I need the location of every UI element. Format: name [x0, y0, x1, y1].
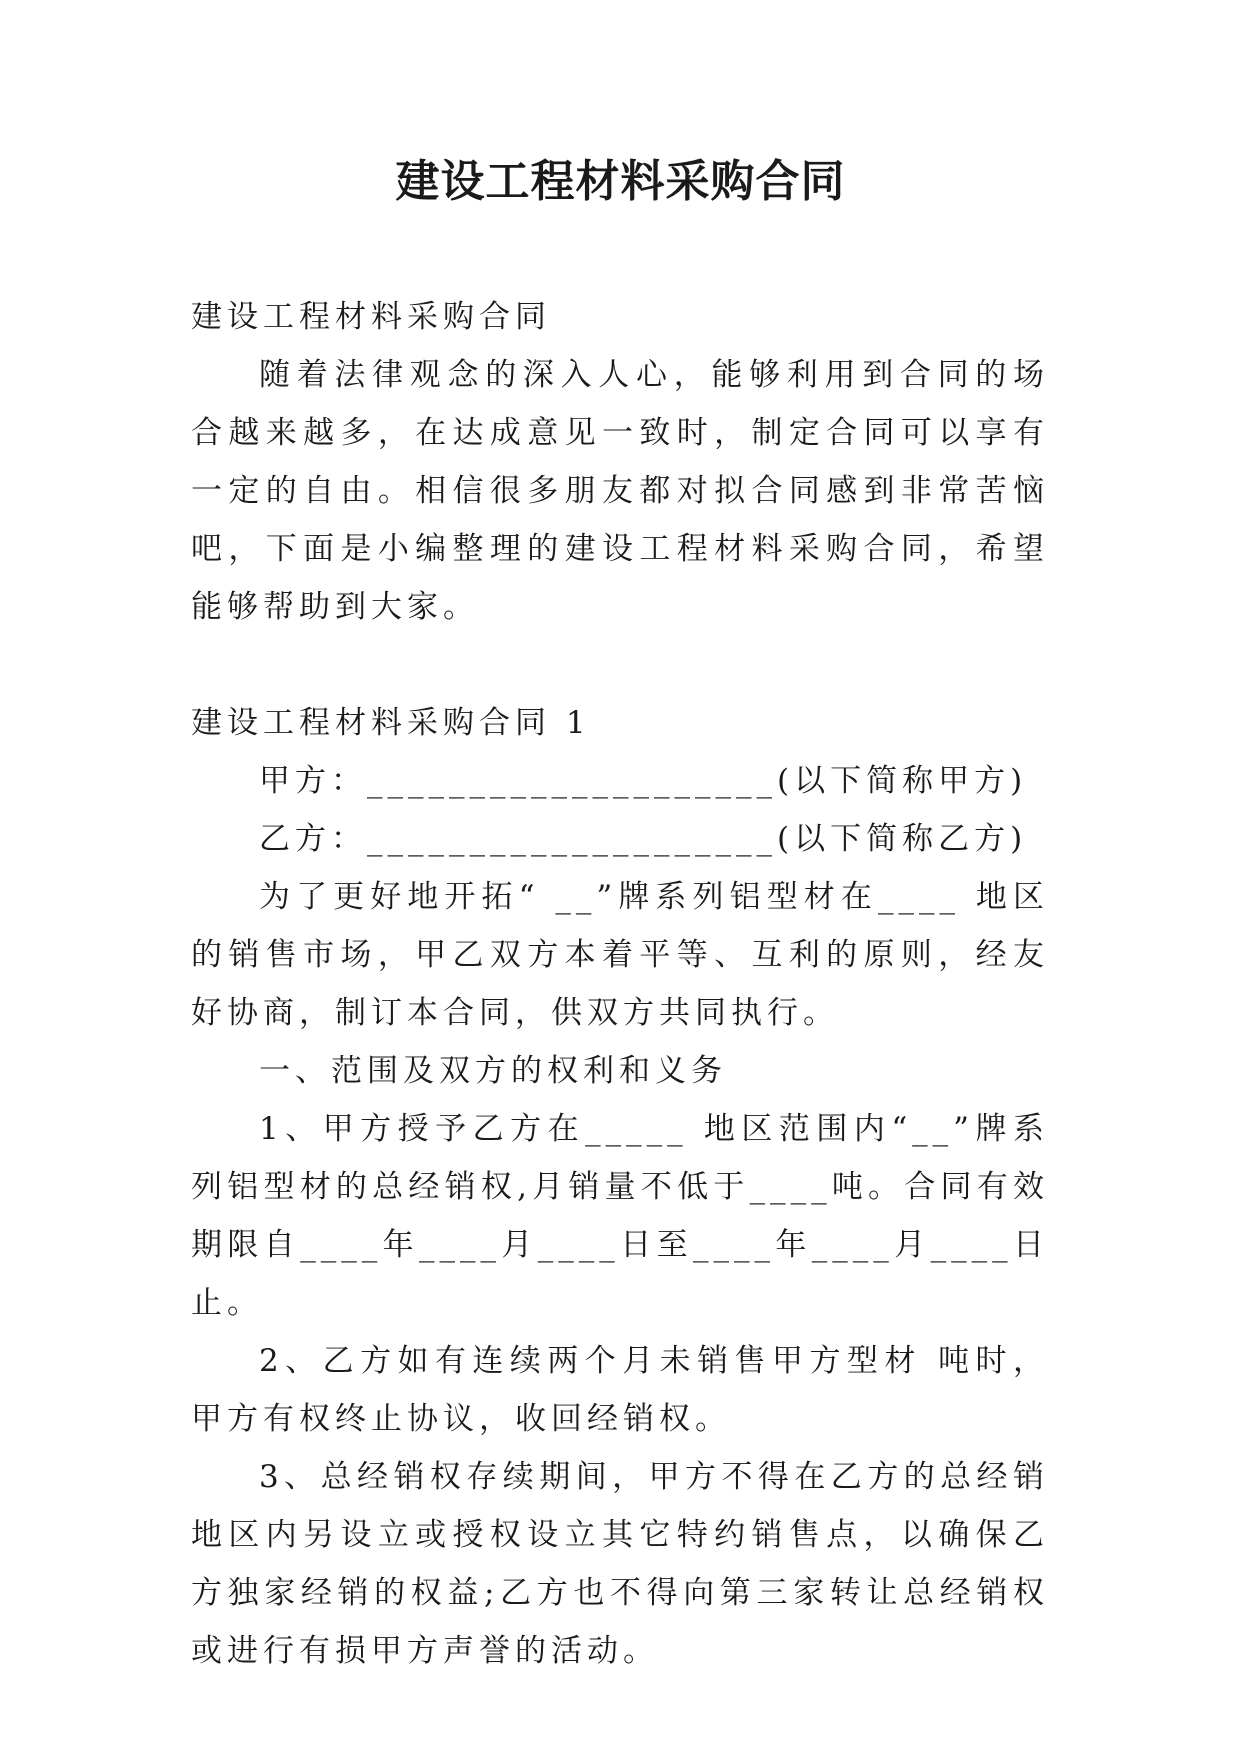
- paragraph-purpose: 为了更好地开拓“ __”牌系列铝型材在____ 地区的销售市场，甲乙双方本着平等、互利的原则，经友好协商，制订本合同，供双方共同执行。: [191, 879, 1049, 1031]
- paragraph-party-b: 乙方：____________________(以下简称乙方): [259, 821, 1028, 857]
- paragraph-clause-1: 1、甲方授予乙方在_____ 地区范围内“__”牌系列铝型材的总经销权,月销量不低于____吨。合同有效期限自____年____月____日至____年____月____日止。: [191, 1111, 1049, 1321]
- document-body: [191, 288, 1049, 1680]
- paragraph-subtitle: 建设工程材料采购合同: [191, 299, 551, 335]
- paragraph-clause-2: 2、乙方如有连续两个月未销售甲方型材 吨时，甲方有权终止协议，收回经销权。: [191, 1343, 1049, 1437]
- paragraph-section-heading: 一、范围及双方的权利和义务: [259, 1053, 727, 1089]
- paragraph-party-a: 甲方：____________________(以下简称甲方): [259, 763, 1028, 799]
- document-title: 建设工程材料采购合同: [395, 156, 846, 207]
- paragraph-contract-heading: 建设工程材料采购合同 1: [191, 705, 591, 741]
- paragraph-clause-3: 3、总经销权存续期间，甲方不得在乙方的总经销地区内另设立或授权设立其它特约销售点，以确保乙方独家经销的权益;乙方也不得向第三家转让总经销权或进行有损甲方声誉的活动。: [191, 1459, 1049, 1669]
- paragraph-intro: 随着法律观念的深入人心，能够利用到合同的场合越来越多，在达成意见一致时，制定合同可以享有一定的自由。相信很多朋友都对拟合同感到非常苦恼吧，下面是小编整理的建设工程材料采购合同，希望能够帮助到大家。: [191, 357, 1049, 625]
